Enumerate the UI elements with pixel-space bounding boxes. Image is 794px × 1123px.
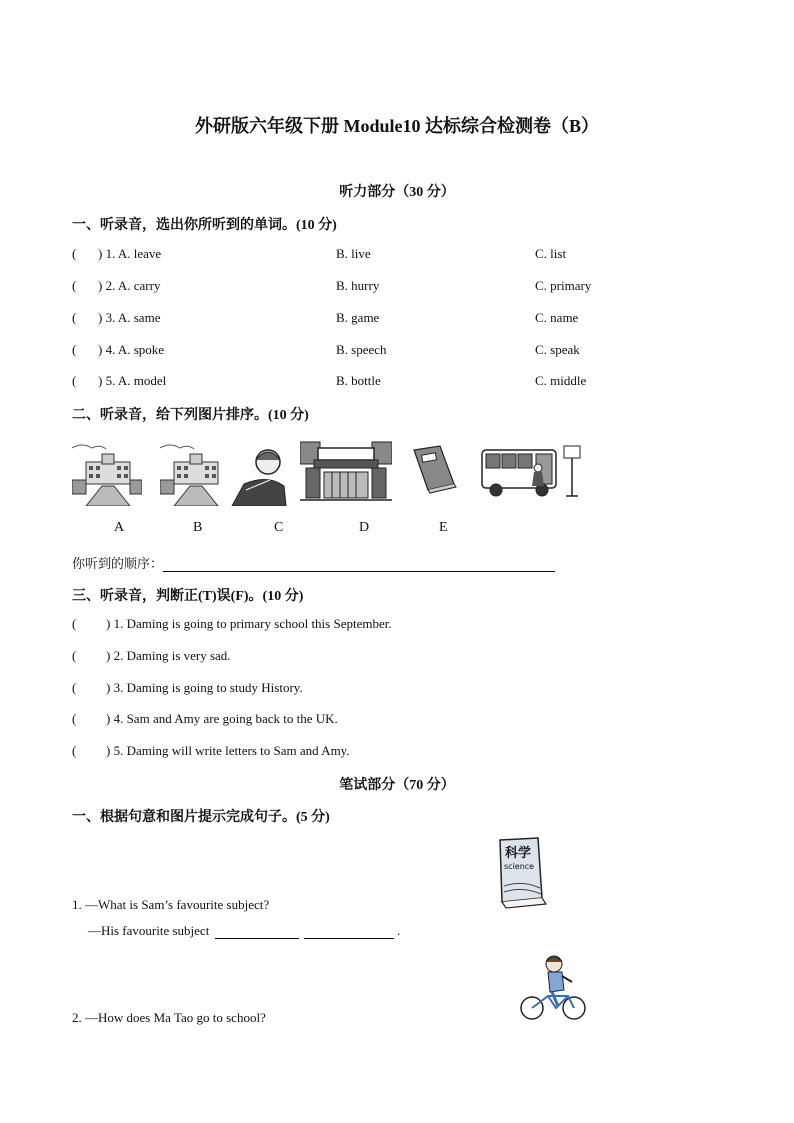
school-picture-a [72,440,142,506]
section3-heading: 三、听录音，判断正(T)误(F)。(10 分) [72,589,304,604]
q1-blank-2[interactable] [304,924,394,939]
statement-text: ) 1. Daming is going to primary school this September. [106,616,392,631]
q2-question: 2. —How does Ma Tao go to school? [72,1010,266,1025]
school-and-child-picture-b [160,440,290,506]
statement-text: ) 4. Sam and Amy are going back to the UK. [106,711,338,726]
picture-label-e: E [439,520,448,535]
q1-answer-line [88,923,400,939]
list-item [72,310,160,326]
page-title: 外研版六年级下册 Module10 达标综合检测卷（B） [194,116,599,136]
option-b: B. live [336,246,371,261]
option-a: ) 5. A. model [98,373,167,388]
statement-text: ) 5. Daming will write letters to Sam and Amy. [106,743,350,758]
option-b: B. speech [336,342,387,357]
picture-label-a: A [114,520,125,535]
picture-label-d: D [359,520,370,535]
list-item [72,711,338,727]
answer-paren[interactable]: ( [72,711,77,726]
list-item [72,342,164,358]
q1-blank-1[interactable] [215,924,299,939]
section2-heading: 二、听录音，给下列图片排序。(10 分) [72,408,309,423]
option-c: C. primary [535,278,592,293]
answer-paren[interactable]: ( [72,743,77,758]
listening-part-heading: 听力部分（30 分） [339,185,455,200]
q1-answer-prefix: —His favourite subject [88,923,210,938]
list-item [72,743,350,759]
answer-paren[interactable]: ( [72,278,77,293]
book-picture-e [410,444,458,494]
statement-text: ) 3. Daming is going to study History. [106,680,303,695]
list-item [72,648,231,664]
writing-part-heading: 笔试部分（70 分） [339,778,455,793]
bus-stop-picture [480,442,586,502]
answer-paren[interactable]: ( [72,616,77,631]
option-b: B. bottle [336,373,381,388]
option-a: ) 1. A. leave [98,246,162,261]
answer-paren[interactable]: ( [72,373,77,388]
option-b: B. hurry [336,278,380,293]
q1-period: . [397,923,401,938]
science-book-picture [494,836,550,910]
answer-paren[interactable]: ( [72,680,77,695]
answer-paren[interactable]: ( [72,310,77,325]
list-item [72,373,166,389]
answer-paren[interactable]: ( [72,648,77,663]
answer-paren[interactable]: ( [72,342,77,357]
order-answer-line [72,553,555,572]
option-b: B. game [336,310,380,325]
order-label: 你听到的顺序： [72,556,164,571]
list-item [72,278,160,294]
picture-label-b: B [193,520,203,535]
option-c: C. speak [535,342,580,357]
school-gate-picture-d [300,438,392,504]
option-c: C. list [535,246,567,261]
statement-text: ) 2. Daming is very sad. [106,648,231,663]
list-item [72,616,392,632]
section1-heading: 一、听录音，选出你所听到的单词。(10 分) [72,218,337,233]
book-title-en: science [504,862,535,871]
option-a: ) 4. A. spoke [98,342,165,357]
q1-question: 1. —What is Sam’s favourite subject? [72,897,270,912]
boy-on-bicycle-picture [518,950,588,1022]
option-c: C. name [535,310,579,325]
list-item [72,680,303,696]
option-c: C. middle [535,373,587,388]
answer-paren[interactable]: ( [72,246,77,261]
option-a: ) 2. A. carry [98,278,161,293]
order-blank[interactable] [163,557,555,572]
option-a: ) 3. A. same [98,310,161,325]
picture-label-c: C [274,520,284,535]
book-title-cn: 科学 [505,846,532,861]
list-item [72,246,161,262]
section4-heading: 一、根据句意和图片提示完成句子。(5 分) [72,810,330,825]
